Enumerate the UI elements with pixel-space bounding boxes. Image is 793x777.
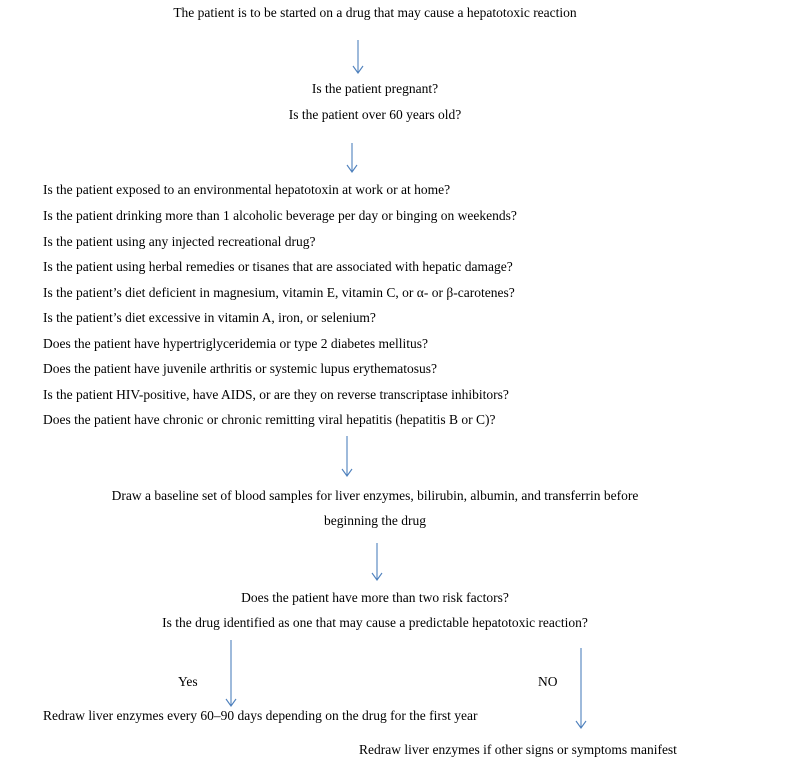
decision-question-predictable: Is the drug identified as one that may cause a predictable hepatotoxic reaction?	[162, 615, 588, 630]
risk-question: Does the patient have hypertriglyceridemia or type 2 diabetes mellitus?	[43, 336, 428, 351]
step1-question-age: Is the patient over 60 years old?	[288, 107, 462, 122]
yes-label: Yes	[178, 674, 198, 689]
baseline-line-1: Draw a baseline set of blood samples for liver enzymes, bilirubin, albumin, and transferrin before	[111, 488, 639, 503]
decision-question-risk-factors: Does the patient have more than two risk factors?	[241, 590, 509, 605]
arrow-baseline-to-decision	[372, 543, 382, 580]
risk-question: Is the patient exposed to an environmental hepatotoxin at work or at home?	[43, 182, 451, 197]
start-node: The patient is to be started on a drug that may cause a hepatotoxic reaction	[173, 5, 577, 20]
risk-question: Is the patient using herbal remedies or tisanes that are associated with hepatic damage?	[43, 259, 513, 274]
arrow-risk-questions-to-baseline	[342, 436, 352, 476]
no-outcome: Redraw liver enzymes if other signs or symptoms manifest	[359, 742, 677, 757]
risk-question: Is the patient HIV-positive, have AIDS, or are they on reverse transcriptase inhibitors?	[43, 387, 509, 402]
no-label: NO	[538, 674, 558, 689]
step1-question-pregnant: Is the patient pregnant?	[311, 81, 439, 96]
risk-question: Is the patient’s diet deficient in magnesium, vitamin E, vitamin C, or α- or β-carotenes?	[43, 285, 515, 300]
arrow-start-to-step1	[353, 40, 363, 73]
arrow-step1-to-risk-questions	[347, 143, 357, 172]
risk-question: Is the patient’s diet excessive in vitamin A, iron, or selenium?	[43, 310, 376, 325]
risk-question: Is the patient drinking more than 1 alcoholic beverage per day or binging on weekends?	[43, 208, 517, 223]
risk-question: Does the patient have juvenile arthritis or systemic lupus erythematosus?	[43, 361, 438, 376]
baseline-line-2: beginning the drug	[324, 513, 426, 528]
arrow-decision-to-no	[576, 648, 586, 728]
risk-question: Is the patient using any injected recreational drug?	[43, 234, 316, 249]
yes-outcome: Redraw liver enzymes every 60–90 days depending on the drug for the first year	[43, 708, 478, 723]
risk-question: Does the patient have chronic or chronic remitting viral hepatitis (hepatitis B or C)?	[43, 412, 496, 427]
arrow-decision-to-yes	[226, 640, 236, 706]
